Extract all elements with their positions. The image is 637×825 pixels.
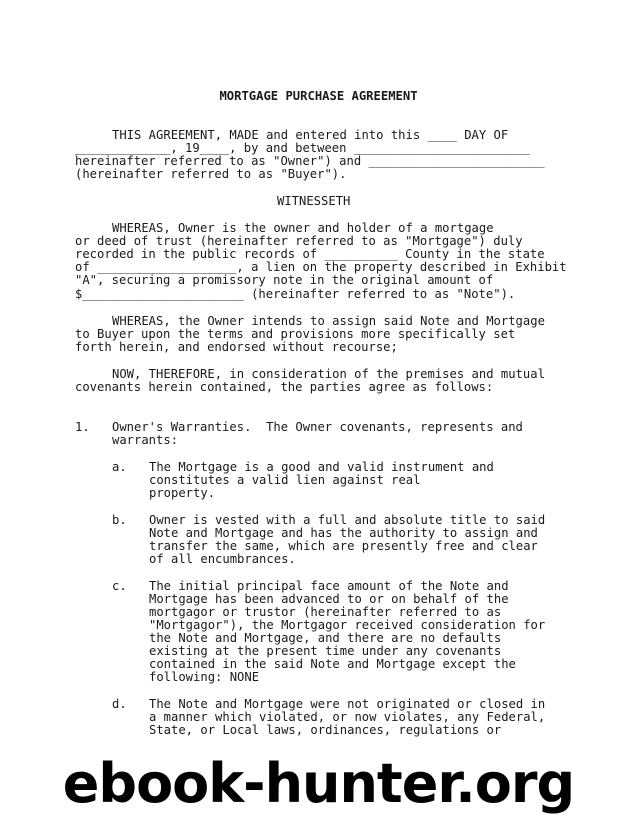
item-line: Owner is vested with a full and absolute title to said bbox=[149, 513, 546, 527]
section-line: warrants: bbox=[112, 433, 179, 447]
item-line: Mortgage has been advanced to or on behalf of the bbox=[149, 592, 509, 606]
item-line: of all encumbrances. bbox=[149, 552, 296, 566]
item-line: The initial principal face amount of the Note and bbox=[149, 579, 509, 593]
section-number: 1. bbox=[75, 420, 90, 434]
item-line: mortgagor or trustor (hereinafter referred to as bbox=[149, 605, 502, 619]
item-letter: b. bbox=[112, 513, 127, 527]
section-line: Owner's Warranties. The Owner covenants, represents and bbox=[112, 420, 523, 434]
whereas-line: WHEREAS, Owner is the owner and holder of a mortgage bbox=[112, 221, 494, 235]
item-letter: d. bbox=[112, 697, 127, 711]
intro-line: (hereinafter referred to as "Buyer"). bbox=[75, 167, 347, 181]
item-line: following: NONE bbox=[149, 670, 260, 684]
whereas-line: of ___________________, a lien on the property described in Exhibit bbox=[75, 260, 567, 274]
item-line: State, or Local laws, ordinances, regulations or bbox=[149, 723, 502, 737]
item-line: Note and Mortgage and has the authority to assign and bbox=[149, 526, 538, 540]
item-line: property. bbox=[149, 486, 216, 500]
item-line: transfer the same, which are presently free and clear bbox=[149, 539, 538, 553]
watermark: ebook-hunter.org bbox=[62, 752, 575, 815]
item-line: contained in the said Note and Mortgage except the bbox=[149, 657, 516, 671]
item-line: "Mortgagor"), the Mortgagor received consideration for bbox=[149, 618, 546, 632]
item-line: a manner which violated, or now violates, any Federal, bbox=[149, 710, 546, 724]
document-title: MORTGAGE PURCHASE AGREEMENT bbox=[219, 89, 418, 103]
item-line: The Mortgage is a good and valid instrument and bbox=[149, 460, 494, 474]
whereas-line: or deed of trust (hereinafter referred to as "Mortgage") duly bbox=[75, 234, 523, 248]
witnesseth-heading: WITNESSETH bbox=[277, 194, 351, 208]
whereas-line: to Buyer upon the terms and provisions more specifically set bbox=[75, 327, 516, 341]
whereas-line: recorded in the public records of __________ County in the state bbox=[75, 247, 545, 261]
item-letter: c. bbox=[112, 579, 127, 593]
intro-line: THIS AGREEMENT, MADE and entered into this ____ DAY OF bbox=[112, 128, 509, 142]
whereas-line: "A", securing a promissory note in the original amount of bbox=[75, 273, 494, 287]
intro-line: _____________, 19____, by and between ________________________ bbox=[75, 141, 530, 155]
intro-line: hereinafter referred to as "Owner") and ________________________ bbox=[75, 154, 545, 168]
now-therefore-line: NOW, THEREFORE, in consideration of the premises and mutual bbox=[112, 367, 545, 381]
item-letter: a. bbox=[112, 460, 127, 474]
item-line: the Note and Mortgage, and there are no defaults bbox=[149, 631, 502, 645]
whereas-line: forth herein, and endorsed without recourse; bbox=[75, 340, 398, 354]
item-line: constitutes a valid lien against real bbox=[149, 473, 421, 487]
item-line: The Note and Mortgage were not originated or closed in bbox=[149, 697, 546, 711]
now-therefore-line: covenants herein contained, the parties agree as follows: bbox=[75, 380, 494, 394]
whereas-line: $______________________ (hereinafter referred to as "Note"). bbox=[75, 287, 516, 301]
item-line: existing at the present time under any covenants bbox=[149, 644, 502, 658]
whereas-line: WHEREAS, the Owner intends to assign said Note and Mortgage bbox=[112, 314, 545, 328]
